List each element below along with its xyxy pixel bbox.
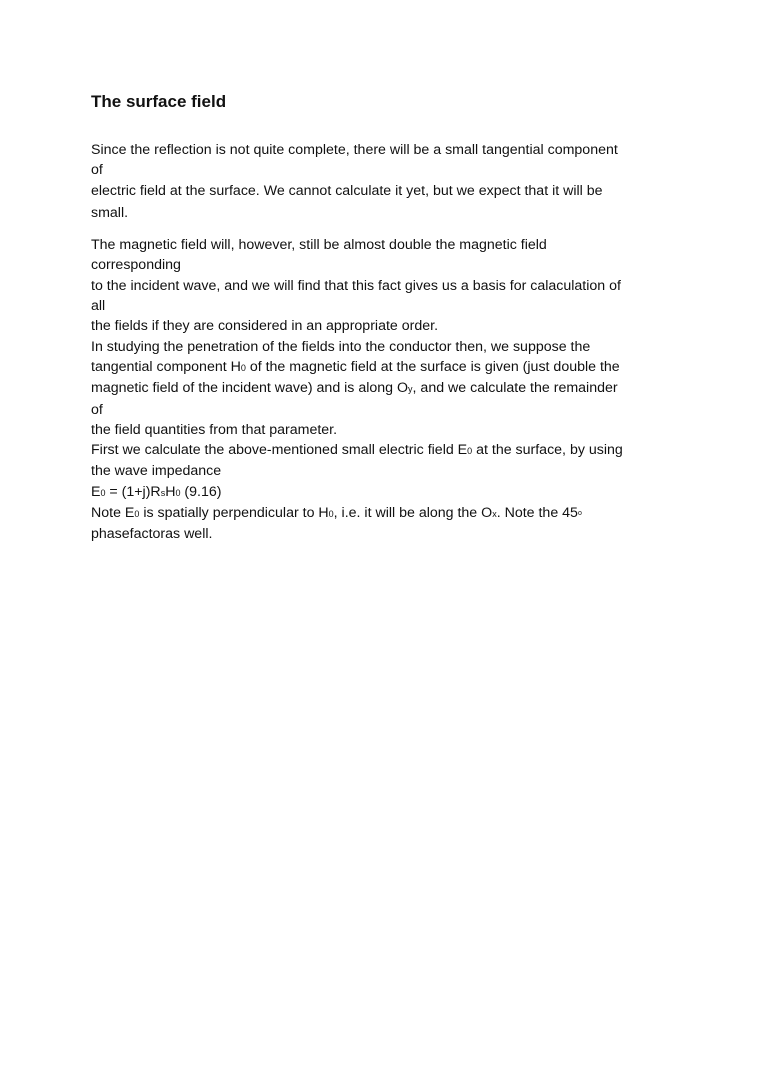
subscript: 0 [240, 362, 246, 373]
subscript: 0 [467, 446, 473, 457]
text-run: is spatially perpendicular to H [139, 505, 329, 522]
text-line: electric field at the surface. We cannot calculate it yet, but we expect that it will be [91, 182, 603, 199]
text-line [91, 357, 691, 378]
equation-line [91, 482, 691, 503]
text-line: small. [91, 204, 129, 221]
text-run: , and we calculate the remainder [412, 380, 618, 397]
text-run: = (1+j)R [105, 483, 161, 500]
text-line [91, 440, 691, 461]
text-line: of [91, 162, 103, 179]
text-run: at the surface, by using [472, 442, 623, 459]
subscript: s [160, 487, 166, 498]
text-run: . Note the 45 [496, 505, 578, 522]
text-run: tangential component H [91, 358, 241, 375]
superscript: o [577, 510, 582, 518]
text-line: the field quantities from that parameter. [91, 421, 338, 438]
text-line: corresponding [91, 257, 181, 274]
text-run: (9.16) [180, 483, 222, 500]
subscript: 0 [100, 487, 106, 498]
text-run: H [165, 483, 176, 500]
subscript: 0 [175, 487, 181, 498]
text-line [91, 378, 691, 399]
text-line [91, 503, 691, 524]
text-line: The magnetic field will, however, still be almost double the magnetic field [91, 237, 547, 254]
text-run: magnetic field of the incident wave) and is along O [91, 380, 409, 397]
text-line: all [91, 298, 106, 315]
subscript: x [492, 509, 497, 520]
subscript: 0 [328, 509, 334, 520]
text-run: , i.e. it will be along the O [333, 505, 493, 522]
text-line: to the incident wave, and we will find that this fact gives us a basis for calaculation of [91, 277, 621, 294]
subscript: 0 [134, 509, 140, 520]
text-line: the wave impedance [91, 463, 222, 480]
text-line: the fields if they are considered in an appropriate order. [91, 318, 439, 335]
paragraph-gap [91, 223, 691, 235]
text-line: phasefactoras well. [91, 526, 213, 543]
text-run: E [91, 483, 101, 500]
section-title: The surface field [91, 92, 227, 111]
text-run: of the magnetic field at the surface is given (just double the [245, 358, 620, 375]
text-run: First we calculate the above-mentioned small electric field E [91, 442, 468, 459]
subscript: y [408, 384, 413, 395]
text-run: Note E [91, 505, 135, 522]
text-line: of [91, 401, 103, 418]
text-line: Since the reflection is not quite complete, there will be a small tangential component [91, 142, 618, 158]
document-body [91, 140, 691, 545]
text-line: In studying the penetration of the fields into the conductor then, we suppose the [91, 338, 591, 355]
